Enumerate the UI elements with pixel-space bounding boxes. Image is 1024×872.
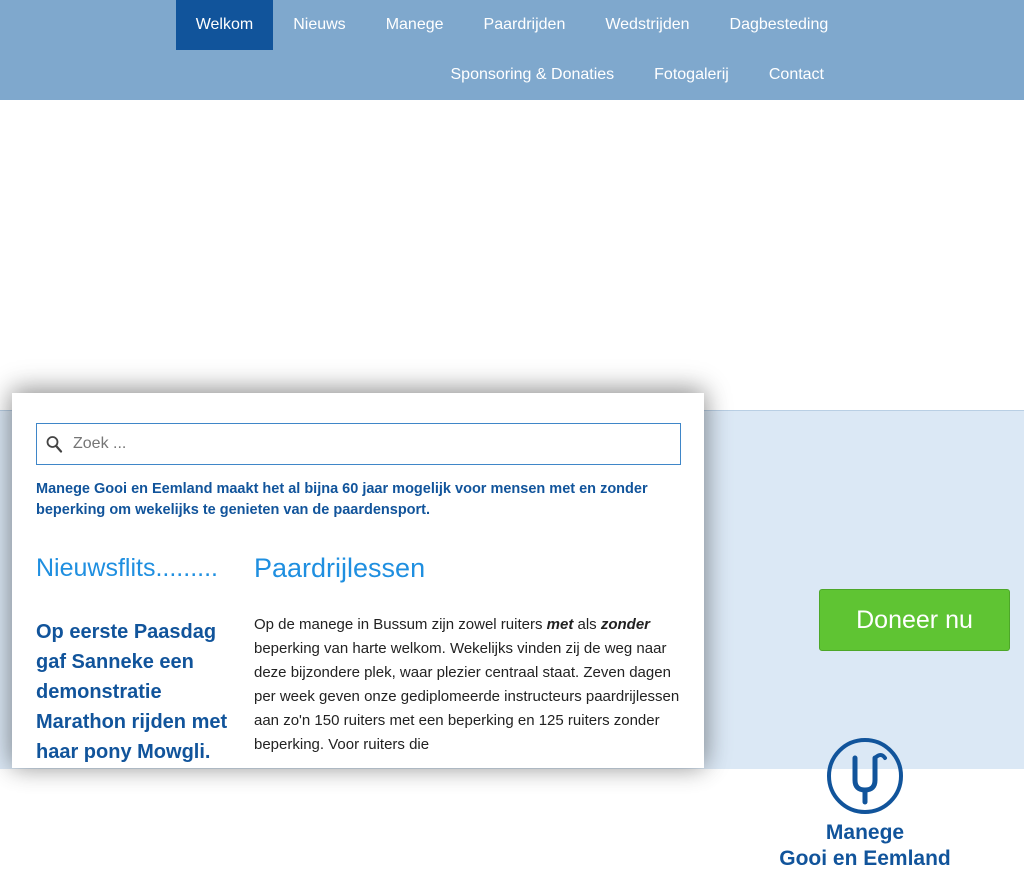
nav-label: Contact [768, 66, 824, 83]
nav-label: Sponsoring & Donaties [450, 66, 615, 83]
search-input[interactable] [71, 434, 680, 454]
nav-label: Nieuws [293, 16, 346, 33]
nav-item-manege[interactable] [366, 0, 464, 50]
content-overlay-panel [12, 393, 704, 768]
search-box[interactable] [36, 423, 681, 465]
news-heading: Nieuwsflits......... [36, 554, 218, 582]
news-item-title[interactable]: Op eerste Paasdag gaf Sanneke een demonstratie Marathon rijden met haar pony Mowgli. [36, 621, 228, 763]
lessons-emphasis-met: met [546, 616, 574, 633]
nav-label: Paardrijden [483, 16, 566, 33]
lessons-paragraph [254, 613, 682, 757]
nav-label: Dagbesteding [729, 16, 829, 33]
intro-text: Manege Gooi en Eemland maakt het al bijna 60 jaar mogelijk voor mensen met en zonder beperking om wekelijks te genieten van de paardensport. [36, 481, 648, 518]
nav-label: Welkom [195, 16, 254, 33]
nav-item-sponsoring-donaties[interactable] [431, 50, 635, 100]
lessons-column [254, 553, 682, 757]
nav-item-nieuws[interactable] [273, 0, 365, 50]
logo-line2: Gooi en Eemland [779, 847, 951, 870]
nav-row-secondary [0, 50, 1024, 100]
nav-item-contact[interactable] [749, 50, 844, 100]
donate-button[interactable] [819, 589, 1010, 651]
lessons-text-part1: Op de manege in Bussum zijn zowel ruiters [254, 616, 547, 633]
nav-item-fotogalerij[interactable] [634, 50, 749, 100]
horseshoe-logo-icon [825, 736, 905, 816]
nav-label: Wedstrijden [605, 16, 690, 33]
search-icon [37, 435, 71, 453]
donate-button-label: Doneer nu [856, 605, 973, 634]
nav-item-dagbesteding[interactable] [710, 0, 849, 50]
site-logo[interactable] [760, 736, 970, 872]
nav-label: Manege [385, 16, 444, 33]
news-column [36, 553, 234, 767]
nav-label: Fotogalerij [654, 66, 729, 83]
main-navigation [0, 0, 1024, 100]
nav-row-primary [0, 0, 1024, 50]
lessons-heading: Paardrijlessen [254, 553, 426, 583]
nav-item-welkom[interactable] [176, 0, 274, 50]
lessons-emphasis-zonder: zonder [600, 616, 651, 633]
lessons-text-part2: als [573, 616, 601, 633]
nav-item-wedstrijden[interactable] [585, 0, 709, 50]
nav-item-paardrijden[interactable] [464, 0, 586, 50]
logo-line1: Manege [825, 821, 905, 844]
lessons-text-part3: beperking van harte welkom. Wekelijks vinden zij de weg naar deze bijzondere plek, waar plezier centraal staat. Zeven dagen per week geven onze gediplomeerde instructeurs paardrijlessen aan zo'n 150 ruiters met een beperking en 125 ruiters zonder beperking. Voor ruiters die [254, 640, 680, 753]
